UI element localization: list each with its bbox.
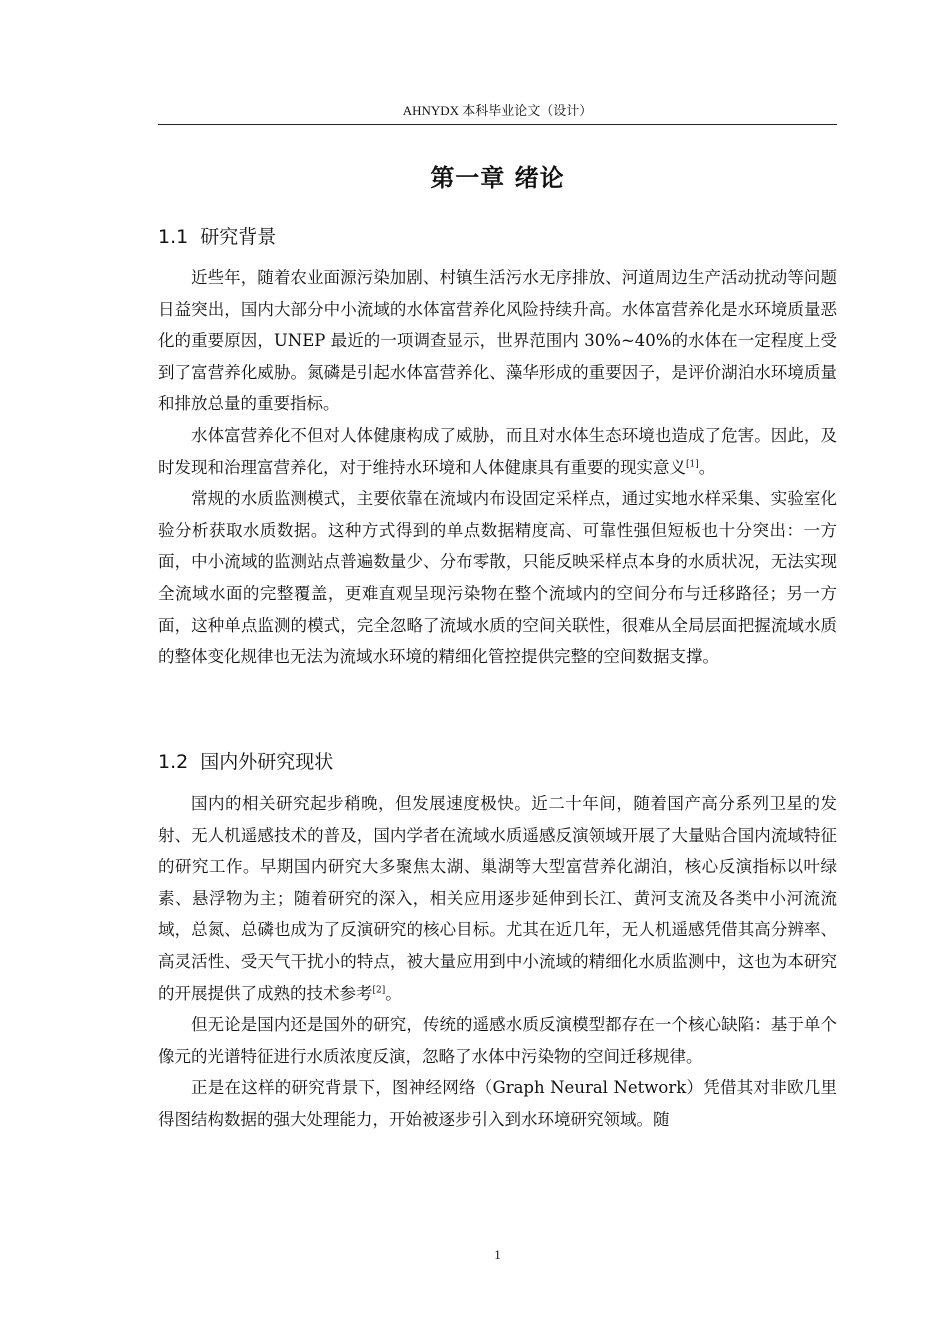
paragraph: 国内的相关研究起步稍晚，但发展速度极快。近二十年间，随着国产高分系列卫星的发射、无人机遥感技术的普及，国内学者在流域水质遥感反演领域开展了大量贴合国内流域特征的研究工作。早期国内研究大多聚焦太湖、巢湖等大型富营养化湖泊，核心反演指标以叶绿素、悬浮物为主；随着研究的深入，相关应用逐步延伸到长江、黄河支流及各类中小河流流域，总氮、总磷也成为了反演研究的核心目标。尤其在近几年，无人机遥感凭借其高分辨率、高灵活性、受天气干扰小的特点，被大量应用到中小流域的精细化水质监测中，这也为本研究的开展提供了成熟的技术参考[2]。 bbox=[158, 794, 837, 1003]
paragraph: 常规的水质监测模式，主要依靠在流域内布设固定采样点，通过实地水样采集、实验室化验分析获取水质数据。这种方式得到的单点数据精度高、可靠性强但短板也十分突出：一方面，中小流域的监测站点普遍数量少、分布零散，只能反映采样点本身的水质状况，无法实现全流域水面的完整覆盖，更难直观呈现污染物在整个流域内的空间分布与迁移路径；另一方面，这种单点监测的模式，完全忽略了流域水质的空间关联性，很难从全局层面把握流域水质的整体变化规律也无法为流域水环境的精细化管控提供完整的空间数据支撑。 bbox=[158, 489, 837, 667]
section-number: 1.1 bbox=[158, 226, 189, 248]
section-title: 国内外研究现状 bbox=[200, 751, 334, 773]
paragraph: 近些年，随着农业面源污染加剧、村镇生活污水无序排放、河道周边生产活动扰动等问题日益突出，国内大部分中小流域的水体富营养化风险持续升高。水体富营养化是水环境质量恶化的重要原因，UNEP 最近的一项调查显示，世界范围内 30%~40%的水体在一定程度上受到了富营养化威胁。氮磷是引起水体富营养化、藻华形成的重要因子，是评价湖泊水环境质量和排放总量的重要指标。 bbox=[158, 268, 837, 414]
section-heading-1-1 bbox=[158, 222, 837, 252]
chapter-title-text: 第一章 绪论 bbox=[430, 164, 565, 192]
section-body-1-1 bbox=[158, 262, 837, 673]
citation-marker: [2] bbox=[372, 985, 386, 996]
page-number: 1 bbox=[494, 1247, 501, 1262]
running-header bbox=[158, 98, 837, 125]
section-heading-1-2 bbox=[158, 747, 837, 777]
paragraph: 水体富营养化不但对人体健康构成了威胁，而且对水体生态环境也造成了危害。因此，及时发现和治理富营养化，对于维持水环境和人体健康具有重要的现实意义[1]。 bbox=[158, 425, 837, 477]
chapter-title bbox=[158, 160, 837, 196]
section-number: 1.2 bbox=[158, 751, 189, 773]
section-title: 研究背景 bbox=[200, 226, 277, 248]
running-header-title: AHNYDX 本科毕业论文（设计） bbox=[402, 103, 593, 118]
citation-marker: [1] bbox=[686, 459, 699, 470]
section-body-1-2 bbox=[158, 788, 837, 1136]
paragraph: 但无论是国内还是国外的研究，传统的遥感水质反演模型都存在一个核心缺陷：基于单个像元的光谱特征进行水质浓度反演，忽略了水体中污染物的空间迁移规律。 bbox=[158, 1015, 837, 1066]
paragraph: 正是在这样的研究背景下，图神经网络（Graph Neural Network）凭借其对非欧几里得图结构数据的强大处理能力，开始被逐步引入到水环境研究领域。随 bbox=[158, 1078, 837, 1129]
